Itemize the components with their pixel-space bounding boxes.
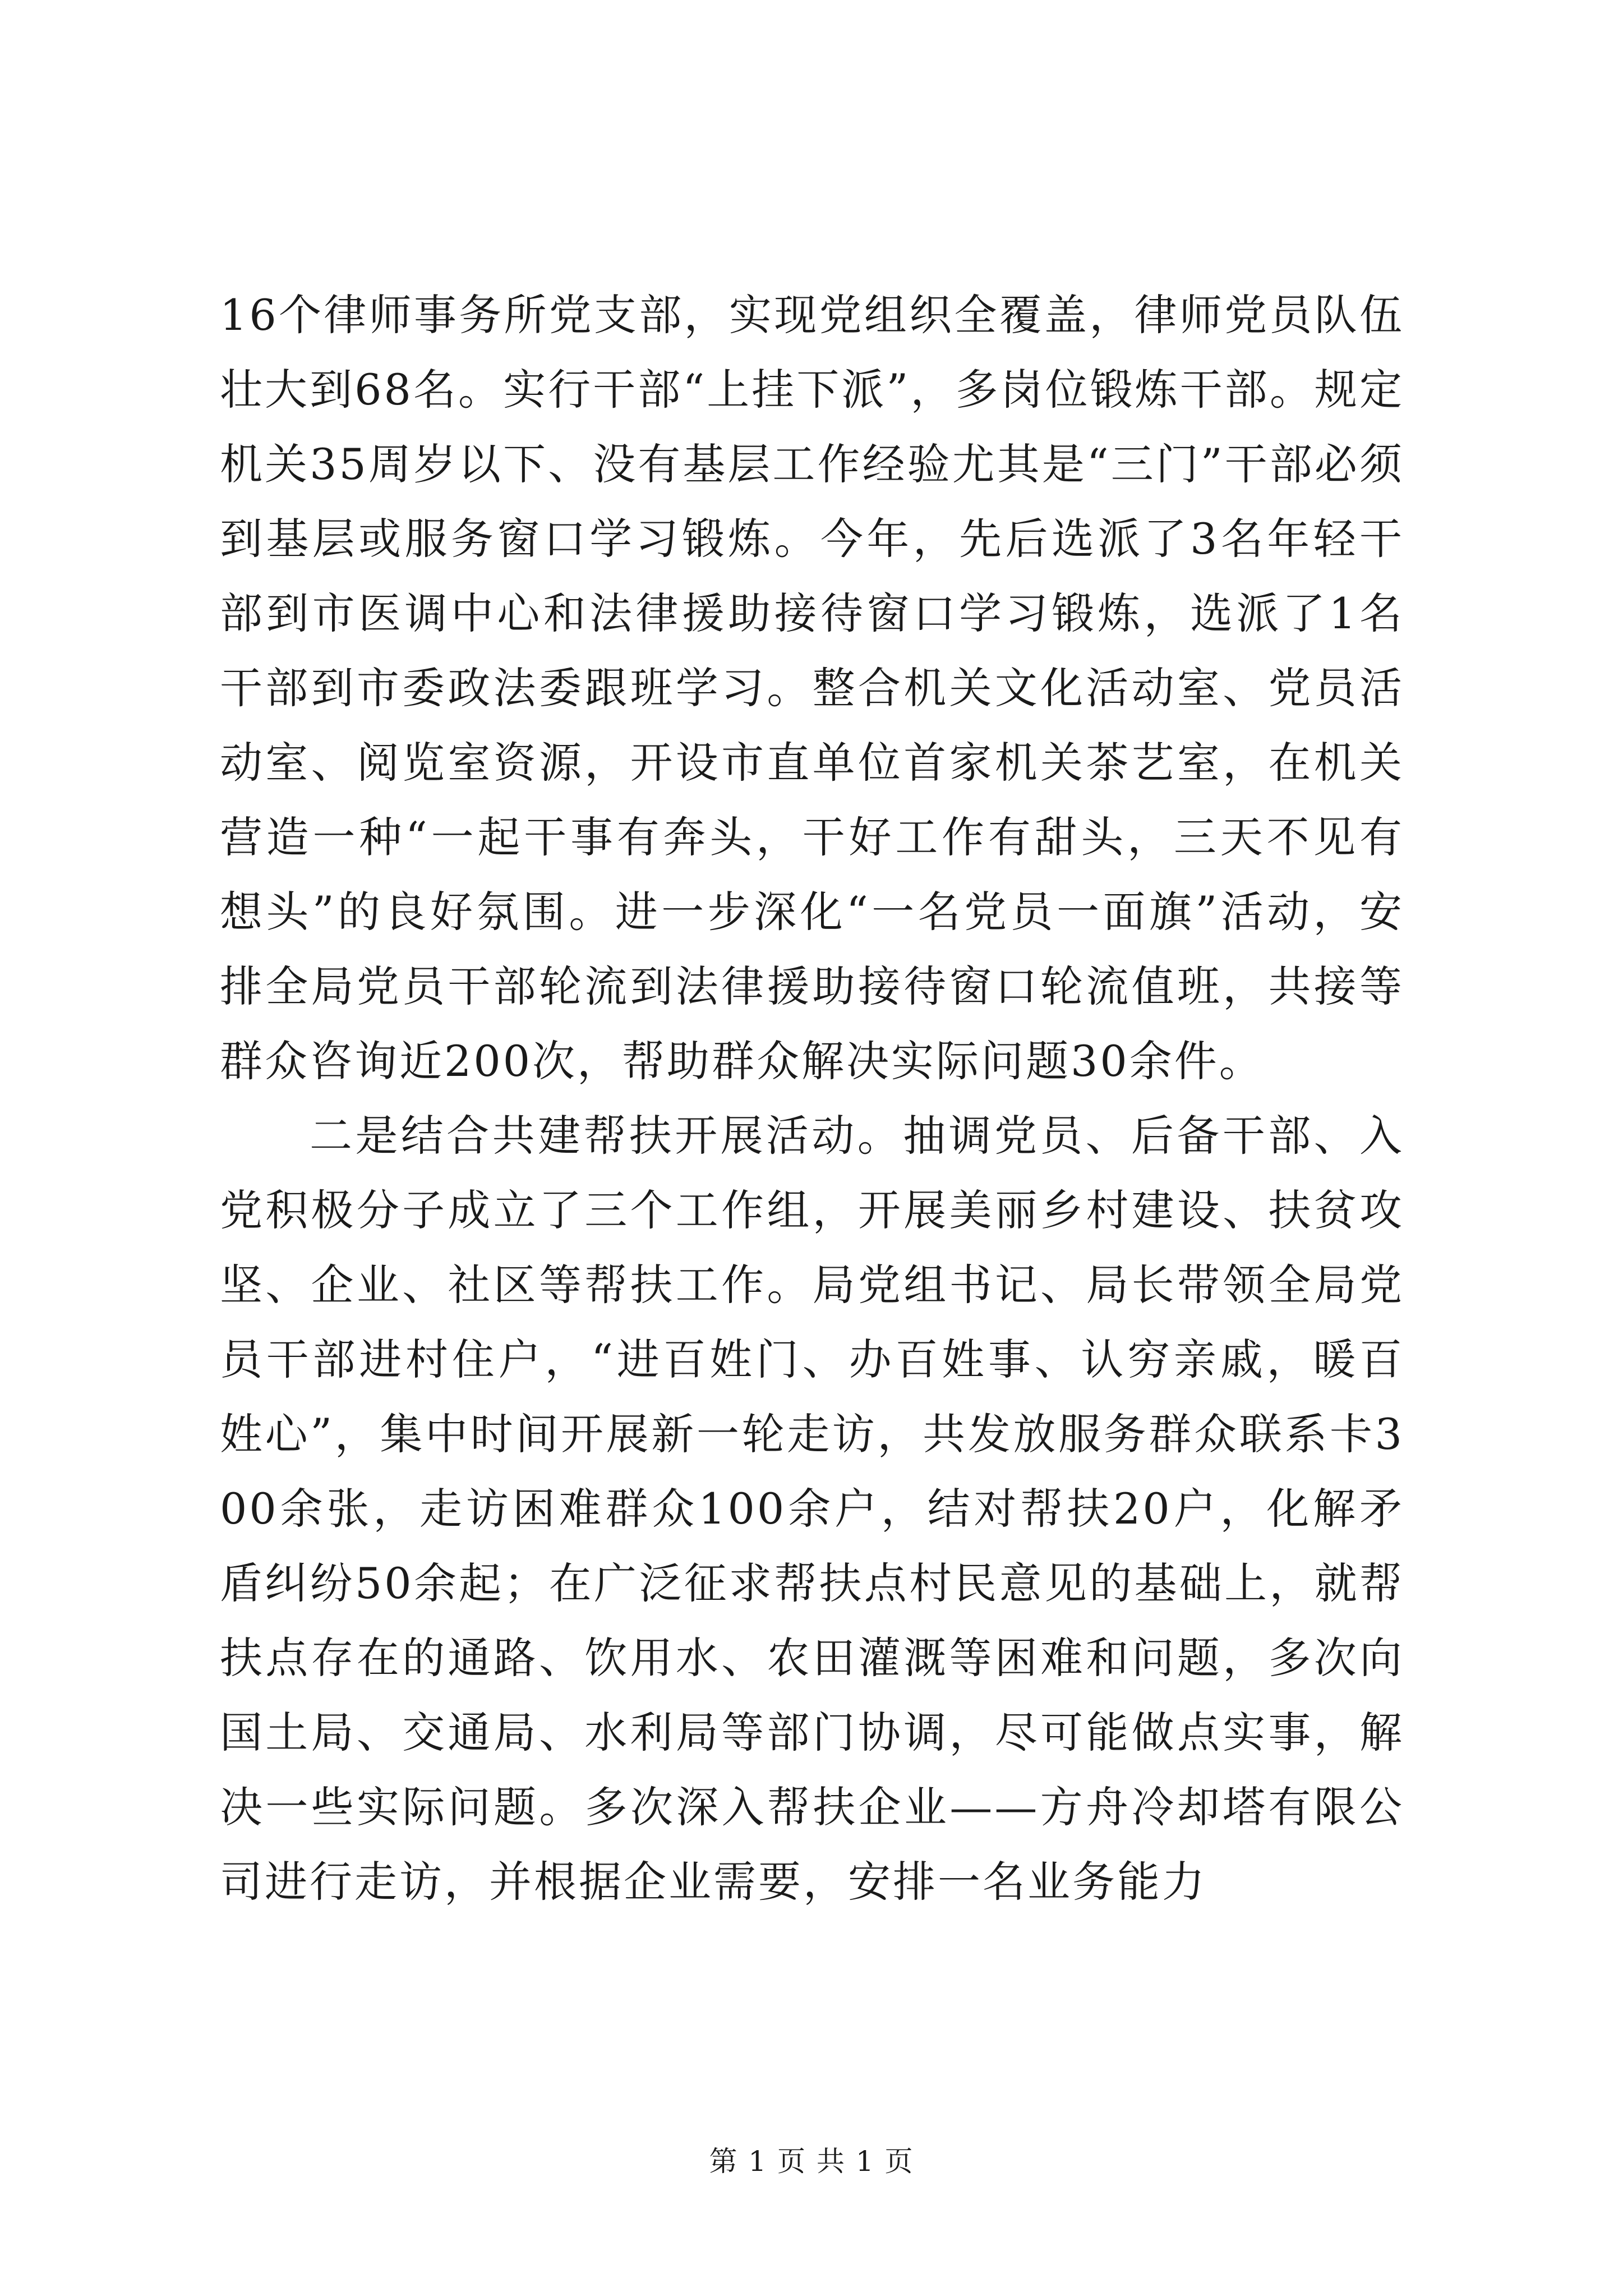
paragraph-1: 16个律师事务所党支部，实现党组织全覆盖，律师党员队伍壮大到68名。实行干部“上挂下派”，多岗位锻炼干部。规定机关35周岁以下、没有基层工作经验尤其是“三门”干部必须到基层或服务窗口学习锻炼。今年，先后选派了3名年轻干部到市医调中心和法律援助接待窗口学习锻炼，选派了1名干部到市委政法委跟班学习。整合机关文化活动室、党员活动室、阅览室资源，开设市直单位首家机关茶艺室，在机关营造一种“一起干事有奔头，干好工作有甜头，三天不见有想头”的良好氛围。进一步深化“一名党员一面旗”活动，安排全局党员干部轮流到法律援助接待窗口轮流值班，共接等群众咨询近200次，帮助群众解决实际问题30余件。 <box>220 290 1404 1086</box>
paragraph-2: 二是结合共建帮扶开展活动。抽调党员、后备干部、入党积极分子成立了三个工作组，开展美丽乡村建设、扶贫攻坚、企业、社区等帮扶工作。局党组书记、局长带领全局党员干部进村住户，“进百姓门、办百姓事、认穷亲戚，暖百姓心”，集中时间开展新一轮走访，共发放服务群众联系卡300余张，走访困难群众100余户，结对帮扶20户，化解矛盾纠纷50余起；在广泛征求帮扶点村民意见的基础上，就帮扶点存在的通路、饮用水、农田灌溉等困难和问题，多次向国土局、交通局、水利局等部门协调，尽可能做点实事，解决一些实际问题。多次深入帮扶企业——方舟冷却塔有限公司进行走访，并根据企业需要，安排一名业务能力 <box>220 1111 1404 1907</box>
document-body <box>220 278 1404 1919</box>
page-footer: 第 1 页 共 1 页 <box>709 2145 914 2178</box>
